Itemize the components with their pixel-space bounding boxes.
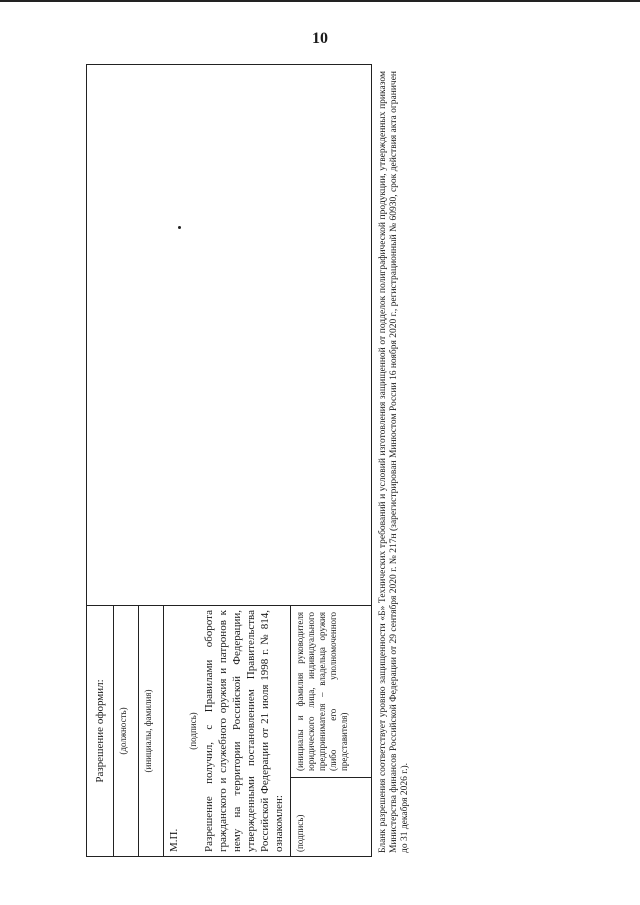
permit-title: Разрешение оформил:	[94, 679, 106, 783]
page-number: 10	[312, 30, 328, 47]
name-caption: (инициалы, фамилия)	[143, 689, 153, 773]
position-caption: (должность)	[118, 707, 128, 755]
footer-note: Бланк разрешения соответствует уровню защищенности «Б» Технических требований и условий изготовления защищенной от подделок полиграфической продукции, утвержденных приказом Министерства финансов Российской Федерации от 29 сентября 2020 г. № 217н (зарегистрирован Минюстом России 16 ноября 2020 г., регистрационный № 60930, срок действия акта ограничен до 31 декабря 2026 г.).	[378, 71, 410, 853]
lower-signature-caption: (подпись)	[295, 814, 305, 852]
top-rule	[0, 0, 640, 2]
head-caption: (инициалы и фамилия руководителя юридического лица, индивидуального предпринимателя – владельца оружия (либо его уполномоченного представителя)	[291, 606, 371, 778]
signature-caption: (подпись)	[188, 712, 198, 750]
stamp-row	[163, 606, 186, 856]
name-line	[138, 606, 163, 856]
form-right-cell	[87, 65, 372, 606]
rotated-form	[86, 67, 410, 857]
position-line	[113, 606, 138, 856]
acknowledgement-text: Разрешение получил, с Правилами оборота гражданского и служебного оружия и патронов к нему на территории Российской Федерации, утвержденными постановлением Правительства Российской Федерации от 21 июля 1998 г. № 814, ознакомлен:	[203, 610, 285, 852]
permit-form-table	[86, 64, 372, 857]
stamp-label: М.П.	[168, 828, 180, 852]
form-left-cell	[87, 606, 372, 857]
lower-signature-block	[290, 606, 371, 856]
